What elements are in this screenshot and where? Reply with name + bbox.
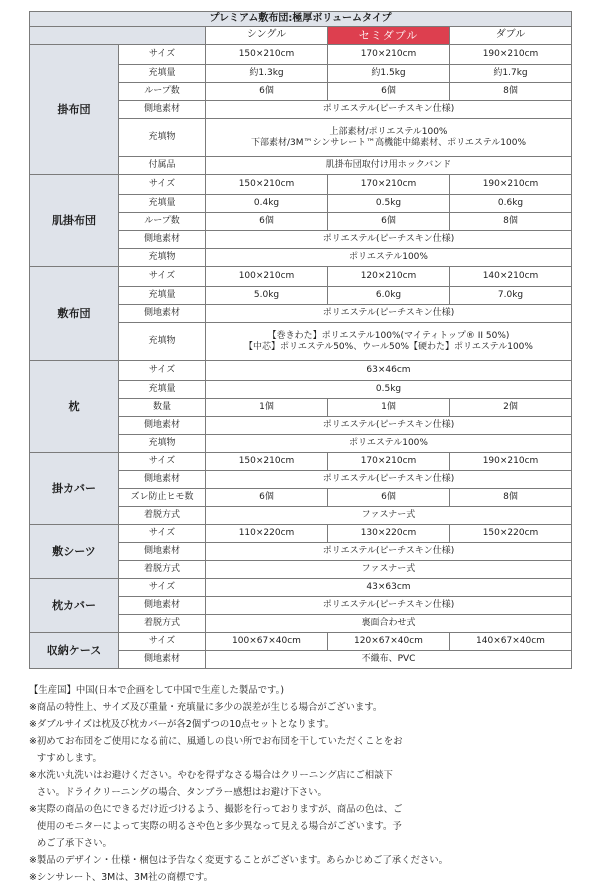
- attribute-label: 着脱方式: [119, 507, 206, 525]
- value-cell: 約1.7kg: [450, 65, 572, 83]
- value-cell-merged: ポリエステル100%: [206, 435, 572, 453]
- value-cell: 0.5kg: [328, 195, 450, 213]
- value-cell: 6個: [206, 213, 328, 231]
- table-row: [30, 525, 572, 543]
- value-cell-merged: 【巻きわた】ポリエステル100%(マイティトップ® II 50%) 【中芯】ポリエステル50%、ウール50%【硬わた】ポリエステル100%: [206, 323, 572, 361]
- value-cell: 190×210cm: [450, 453, 572, 471]
- value-cell: 6個: [206, 489, 328, 507]
- column-header-single: シングル: [206, 27, 328, 45]
- attribute-label: 側地素材: [119, 231, 206, 249]
- attribute-label: ループ数: [119, 213, 206, 231]
- attribute-label: 付属品: [119, 157, 206, 175]
- value-cell-merged: ポリエステル100%: [206, 249, 572, 267]
- attribute-label: 充填量: [119, 287, 206, 305]
- value-cell: 1個: [206, 399, 328, 417]
- attribute-label: 充填量: [119, 195, 206, 213]
- value-cell: 150×210cm: [206, 45, 328, 65]
- spec-table: [29, 11, 572, 669]
- note-mark: ※: [29, 719, 37, 730]
- value-cell: 150×210cm: [206, 175, 328, 195]
- value-cell-merged: 0.5kg: [206, 381, 572, 399]
- attribute-label: 充填物: [119, 435, 206, 453]
- attribute-label: ループ数: [119, 83, 206, 101]
- attribute-label: 充填量: [119, 65, 206, 83]
- value-cell: 6.0kg: [328, 287, 450, 305]
- value-cell: 150×210cm: [206, 453, 328, 471]
- attribute-label: サイズ: [119, 361, 206, 381]
- value-cell-merged: ポリエステル(ピーチスキン仕様): [206, 231, 572, 249]
- category-label: 掛布団: [30, 45, 119, 175]
- table-title: プレミアム敷布団:極厚ボリュームタイプ: [30, 12, 572, 27]
- value-cell-merged: ファスナー式: [206, 507, 572, 525]
- value-cell: 8個: [450, 83, 572, 101]
- note-text: 水洗い丸洗いはお避けください。やむを得ずなさる場合はクリーニング店にご相談下 さい。ドライクリーニングの場合、タンブラー感想はお避け下さい。: [36, 770, 393, 798]
- note-text: 実際の商品の色にできるだけ近づけるよう、撮影を行っておりますが、商品の色は、ご 使用のモニターによって実際の明るさや色と多少異なって見える場合がございます。予 めご了承下さい。: [36, 804, 403, 849]
- column-header-semi-double: セミダブル: [328, 27, 450, 45]
- value-cell: 1個: [328, 399, 450, 417]
- attribute-label: 充填物: [119, 119, 206, 157]
- attribute-label: サイズ: [119, 579, 206, 597]
- value-cell: 約1.5kg: [328, 65, 450, 83]
- value-cell-merged: ポリエステル(ピーチスキン仕様): [206, 305, 572, 323]
- attribute-label: 着脱方式: [119, 561, 206, 579]
- title-row: [30, 12, 572, 27]
- value-cell: 6個: [328, 83, 450, 101]
- note-item: [29, 852, 571, 869]
- note-mark: ※: [29, 736, 37, 747]
- value-cell-merged: 不織布、PVC: [206, 651, 572, 669]
- note-text: 製品のデザイン・仕様・梱包は予告なく変更することがございます。あらかじめご了承ください。: [36, 855, 448, 866]
- attribute-label: サイズ: [119, 525, 206, 543]
- value-cell: 130×220cm: [328, 525, 450, 543]
- table-row: [30, 361, 572, 381]
- table-row: [30, 267, 572, 287]
- value-cell-merged: 63×46cm: [206, 361, 572, 381]
- attribute-label: 側地素材: [119, 543, 206, 561]
- value-cell: 170×210cm: [328, 175, 450, 195]
- column-header-double: ダブル: [450, 27, 572, 45]
- table-row: [30, 45, 572, 65]
- attribute-label: 側地素材: [119, 597, 206, 615]
- category-label: 肌掛布団: [30, 175, 119, 267]
- value-cell: 120×210cm: [328, 267, 450, 287]
- category-label: 枕: [30, 361, 119, 453]
- note-text: 【生産国】中国(日本で企画をして中国で生産した製品です。): [29, 685, 284, 696]
- category-label: 掛カバー: [30, 453, 119, 525]
- attribute-label: 数量: [119, 399, 206, 417]
- value-cell: 8個: [450, 213, 572, 231]
- note-item: [29, 801, 571, 852]
- table-row: [30, 579, 572, 597]
- value-cell-merged: 43×63cm: [206, 579, 572, 597]
- value-cell: 0.4kg: [206, 195, 328, 213]
- value-cell: 約1.3kg: [206, 65, 328, 83]
- note-text: シンサレート、3Mは、3M社の商標です。: [36, 872, 213, 883]
- table-row: [30, 175, 572, 195]
- table-row: [30, 453, 572, 471]
- attribute-label: サイズ: [119, 633, 206, 651]
- note-text: ダブルサイズは枕及び枕カバーが各2個ずつの10点セットとなります。: [36, 719, 335, 730]
- value-cell: 190×210cm: [450, 175, 572, 195]
- value-cell: 6個: [206, 83, 328, 101]
- value-cell: 120×67×40cm: [328, 633, 450, 651]
- attribute-label: サイズ: [119, 267, 206, 287]
- note-mark: ※: [29, 855, 37, 866]
- category-label: 枕カバー: [30, 579, 119, 633]
- value-cell: 140×210cm: [450, 267, 572, 287]
- attribute-label: 側地素材: [119, 651, 206, 669]
- note-mark: ※: [29, 702, 37, 713]
- table-row: [30, 633, 572, 651]
- attribute-label: サイズ: [119, 453, 206, 471]
- note-mark: ※: [29, 804, 37, 815]
- value-cell: 7.0kg: [450, 287, 572, 305]
- category-label: 敷シーツ: [30, 525, 119, 579]
- value-cell: 0.6kg: [450, 195, 572, 213]
- value-cell-merged: ポリエステル(ピーチスキン仕様): [206, 101, 572, 119]
- value-cell: 100×67×40cm: [206, 633, 328, 651]
- note-item: [29, 699, 571, 716]
- value-cell: 190×210cm: [450, 45, 572, 65]
- note-item: [29, 869, 571, 886]
- value-cell-merged: ファスナー式: [206, 561, 572, 579]
- value-cell: 6個: [328, 489, 450, 507]
- attribute-label: 側地素材: [119, 101, 206, 119]
- value-cell: 140×67×40cm: [450, 633, 572, 651]
- value-cell-merged: 裏面合わせ式: [206, 615, 572, 633]
- value-cell-merged: 上部素材/ポリエステル100% 下部素材/3M™シンサレート™高機能中綿素材、ポリエステル100%: [206, 119, 572, 157]
- value-cell: 8個: [450, 489, 572, 507]
- note-item: [29, 682, 571, 699]
- value-cell-merged: 肌掛布団取付け用ホックバンド: [206, 157, 572, 175]
- note-item: [29, 716, 571, 733]
- value-cell: 150×220cm: [450, 525, 572, 543]
- attribute-label: サイズ: [119, 175, 206, 195]
- note-item: [29, 733, 571, 767]
- value-cell: 170×210cm: [328, 45, 450, 65]
- attribute-label: 側地素材: [119, 305, 206, 323]
- attribute-label: 充填物: [119, 323, 206, 361]
- note-text: 初めてお布団をご使用になる前に、風通しの良い所でお布団を干していただくことをお すすめします。: [36, 736, 403, 764]
- category-label: 収納ケース: [30, 633, 119, 669]
- value-cell: 5.0kg: [206, 287, 328, 305]
- attribute-label: 側地素材: [119, 417, 206, 435]
- note-mark: ※: [29, 872, 37, 883]
- value-cell-merged: ポリエステル(ピーチスキン仕様): [206, 543, 572, 561]
- note-item: [29, 767, 571, 801]
- note-mark: ※: [29, 770, 37, 781]
- attribute-label: ズレ防止ヒモ数: [119, 489, 206, 507]
- header-corner: [30, 27, 206, 45]
- value-cell: 100×210cm: [206, 267, 328, 287]
- attribute-label: サイズ: [119, 45, 206, 65]
- attribute-label: 側地素材: [119, 471, 206, 489]
- attribute-label: 充填量: [119, 381, 206, 399]
- note-text: 商品の特性上、サイズ及び重量・充填量に多少の誤差が生じる場合がございます。: [36, 702, 383, 713]
- category-label: 敷布団: [30, 267, 119, 361]
- attribute-label: 充填物: [119, 249, 206, 267]
- value-cell-merged: ポリエステル(ピーチスキン仕様): [206, 417, 572, 435]
- value-cell: 170×210cm: [328, 453, 450, 471]
- column-header-row: [30, 27, 572, 45]
- attribute-label: 着脱方式: [119, 615, 206, 633]
- notes-section: [29, 682, 571, 886]
- value-cell-merged: ポリエステル(ピーチスキン仕様): [206, 471, 572, 489]
- value-cell: 110×220cm: [206, 525, 328, 543]
- value-cell: 6個: [328, 213, 450, 231]
- value-cell: 2個: [450, 399, 572, 417]
- value-cell-merged: ポリエステル(ピーチスキン仕様): [206, 597, 572, 615]
